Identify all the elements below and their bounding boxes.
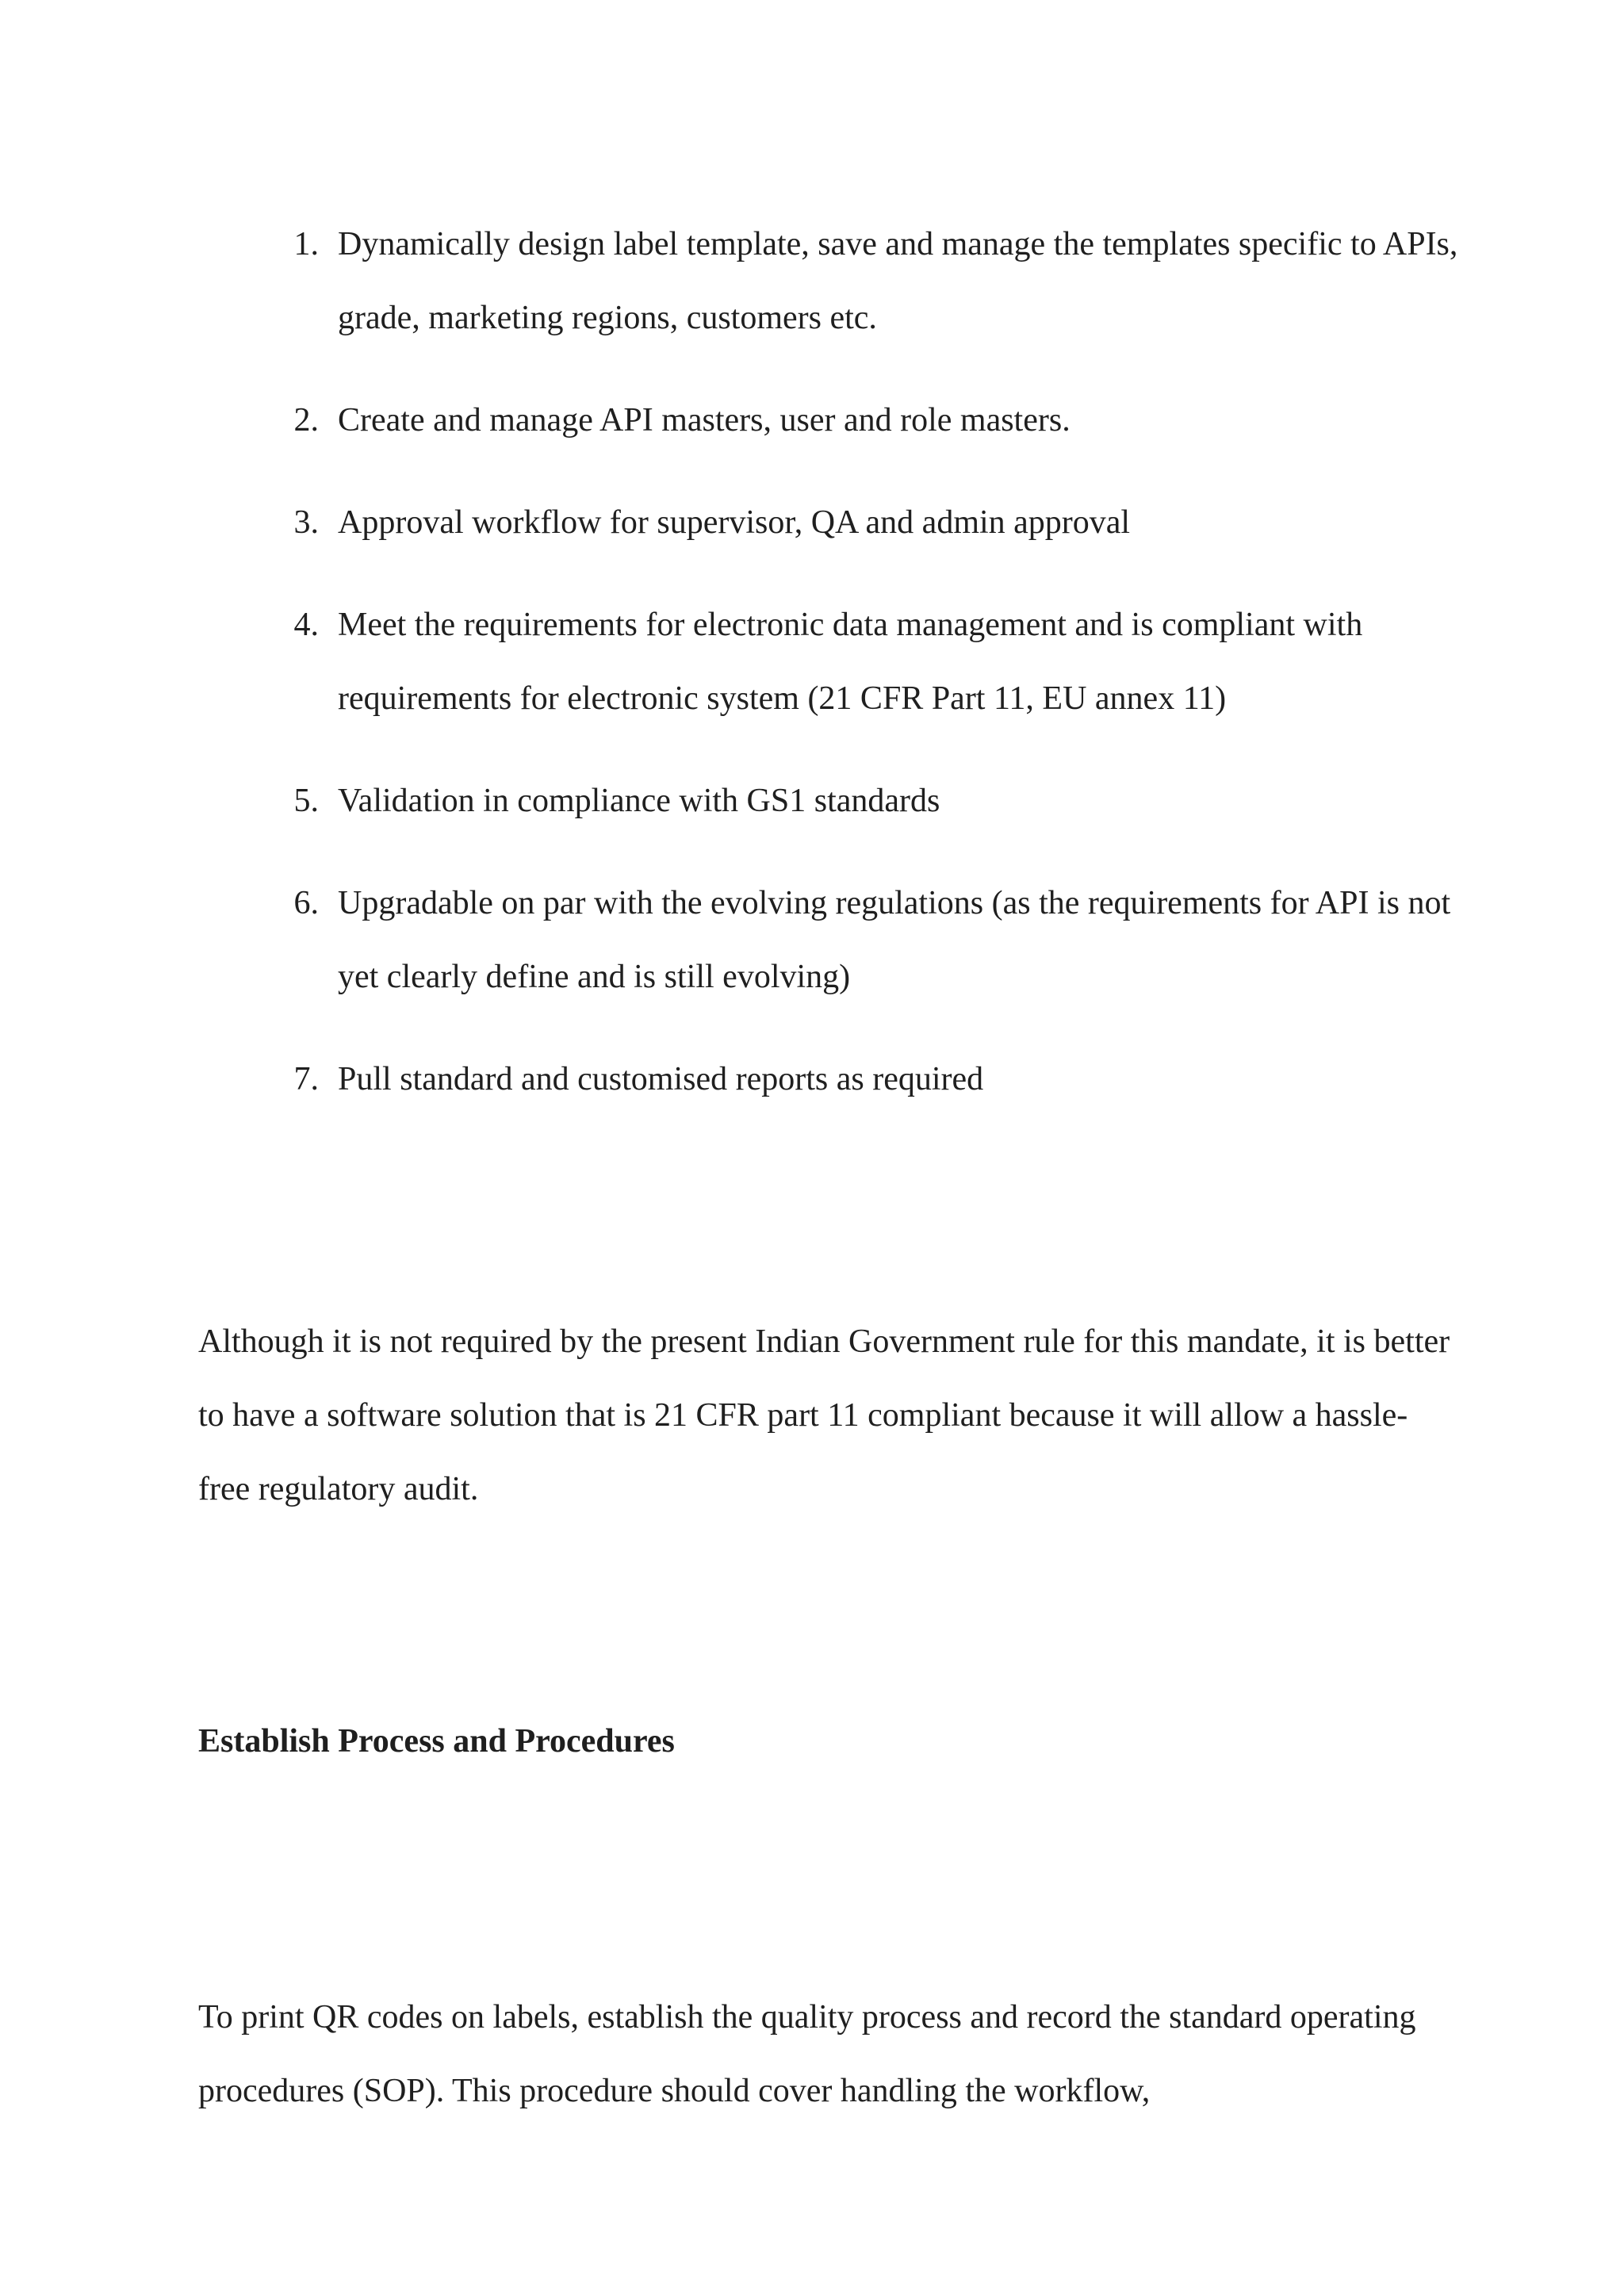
list-item (284, 1043, 1473, 1116)
list-item-text: Upgradable on par with the evolving regulations (as the requirements for API is not yet clearly define and is still evolving) (338, 885, 1451, 995)
list-item-number: 3. (293, 504, 319, 541)
list-item-number: 5. (293, 783, 319, 819)
list-item-text: Dynamically design label template, save and manage the templates specific to APIs, grade, marketing regions, customers etc. (338, 226, 1458, 336)
list-item-text: Pull standard and customised reports as required (338, 1061, 984, 1097)
list-item (284, 486, 1473, 560)
list-item-number: 1. (293, 226, 319, 262)
requirements-list (284, 208, 1473, 1145)
section-heading: Establish Process and Procedures (198, 1723, 675, 1760)
list-item-text: Meet the requirements for electronic data management and is compliant with requirements for electronic system (21 CFR Part 11, EU annex 11) (338, 607, 1363, 717)
list-item (284, 208, 1473, 355)
list-item-text: Validation in compliance with GS1 standards (338, 783, 940, 819)
list-item-number: 6. (293, 885, 319, 921)
list-item (284, 384, 1473, 458)
list-item-text: Approval workflow for supervisor, QA and admin approval (338, 504, 1131, 541)
list-item (284, 867, 1473, 1014)
list-item-number: 7. (293, 1061, 319, 1097)
list-item (284, 588, 1473, 736)
list-item-number: 2. (293, 402, 319, 439)
compliance-paragraph: Although it is not required by the present Indian Government rule for this mandate, it is better to have a software solution that is 21 CFR part 11 compliant because it will allow a hassle-free regulatory audit. (198, 1323, 1450, 1507)
procedure-paragraph: To print QR codes on labels, establish the quality process and record the standard operating procedures (SOP). This procedure should cover handling the workflow, (198, 1999, 1416, 2109)
list-item (284, 764, 1473, 838)
list-item-number: 4. (293, 607, 319, 643)
list-item-text: Create and manage API masters, user and role masters. (338, 402, 1071, 439)
